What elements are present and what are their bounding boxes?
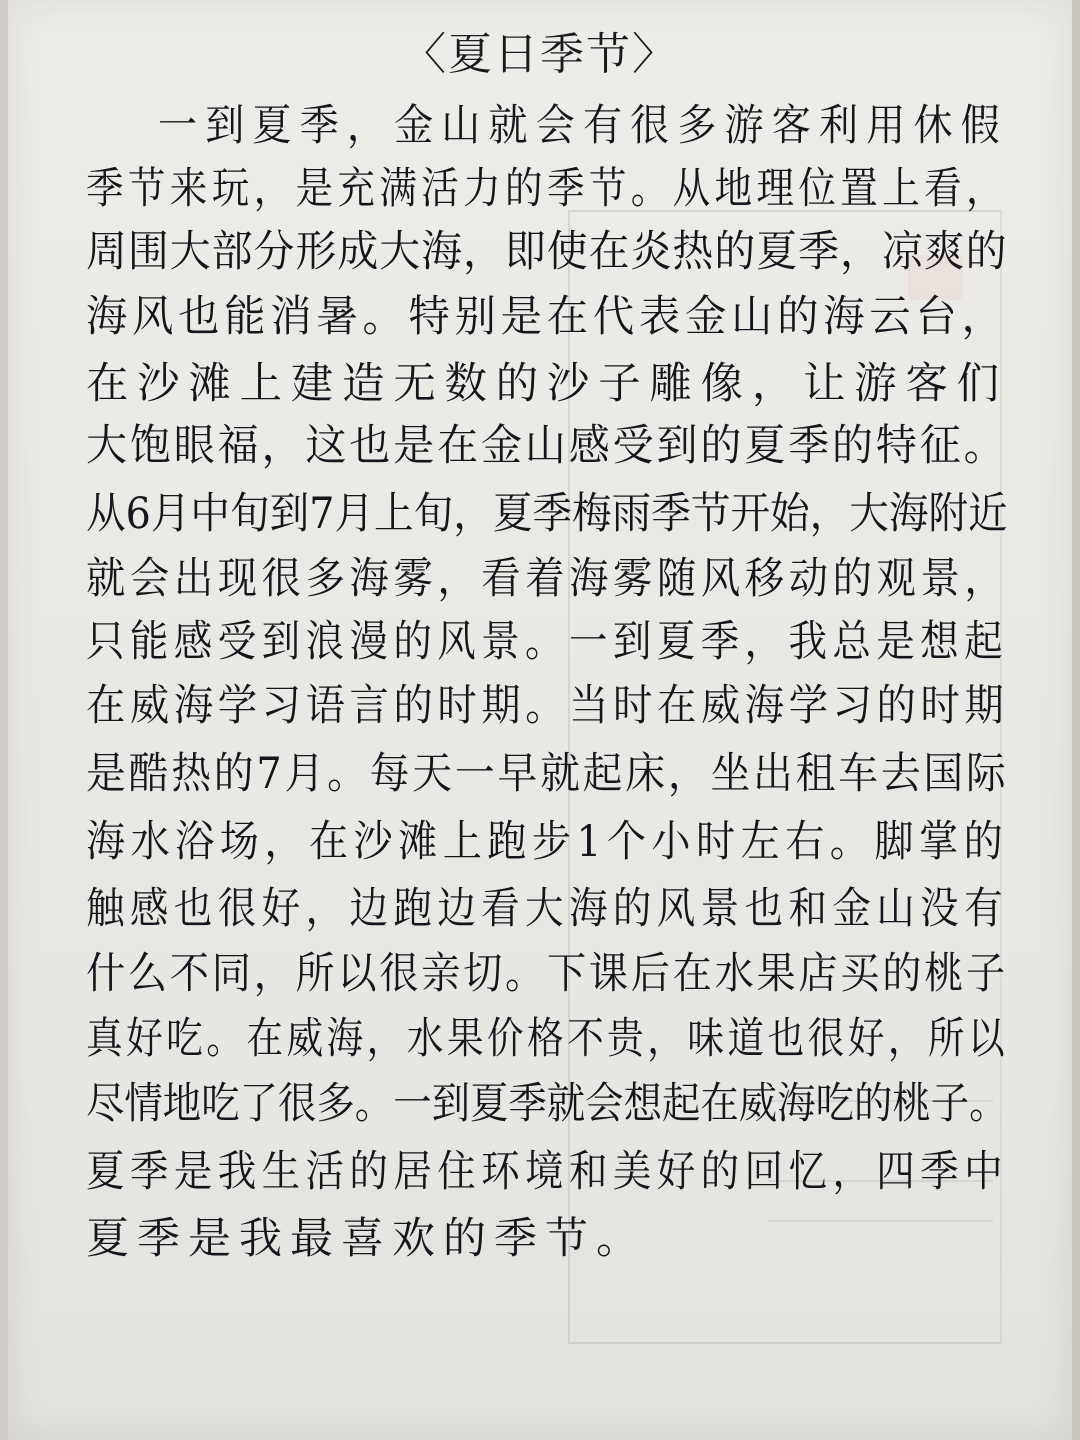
essay-line-10: 在威海学习语言的时期。当时在威海学习的时期 [86, 681, 1009, 731]
essay-line-9: 只能感受到浪漫的风景。一到夏季，我总是想起 [86, 617, 1008, 667]
essay-line-11: 是酷热的7月。每天一早就起床，坐出租车去国际 [86, 749, 1009, 799]
essay-line-14: 什么不同，所以很亲切。下课后在水果店买的桃子 [86, 949, 1008, 999]
essay-line-12: 海水浴场，在沙滩上跑步1个小时左右。脚掌的 [86, 817, 1009, 867]
essay-line-3: 周围大部分形成大海，即使在炎热的夏季，凉爽的 [86, 227, 1008, 277]
essay-line-5: 在沙滩上建造无数的沙子雕像，让游客们 [86, 359, 1008, 409]
essay-line-4: 海风也能消暑。特别是在代表金山的海云台， [86, 292, 1008, 342]
essay-line-15: 真好吃。在威海，水果价格不贵，味道也很好，所以 [86, 1014, 1009, 1064]
handwritten-page [8, 0, 1072, 1440]
essay-line-7: 从6月中旬到7月上旬，夏季梅雨季节开始，大海附近 [86, 489, 1008, 539]
essay-title: 〈夏日季节〉 [402, 29, 678, 80]
essay-line-2: 季节来玩，是充满活力的季节。从地理位置上看， [86, 164, 1008, 214]
essay-line-18: 夏季是我最喜欢的季节。 [86, 1214, 647, 1264]
essay-line-6: 大饱眼福，这也是在金山感受到的夏季的特征。 [86, 421, 1008, 471]
essay-line-17: 夏季是我生活的居住环境和美好的回忆，四季中 [86, 1147, 1008, 1197]
show-through-line [768, 1220, 993, 1222]
essay-line-16: 尽情地吃了很多。一到夏季就会想起在威海吃的桃子。 [86, 1079, 1008, 1129]
essay-line-1: 一到夏季，金山就会有很多游客利用休假 [158, 101, 1008, 151]
essay-line-13: 触感也很好，边跑边看大海的风景也和金山没有 [86, 884, 1008, 934]
essay-line-8: 就会出现很多海雾，看着海雾随风移动的观景， [86, 554, 1009, 604]
